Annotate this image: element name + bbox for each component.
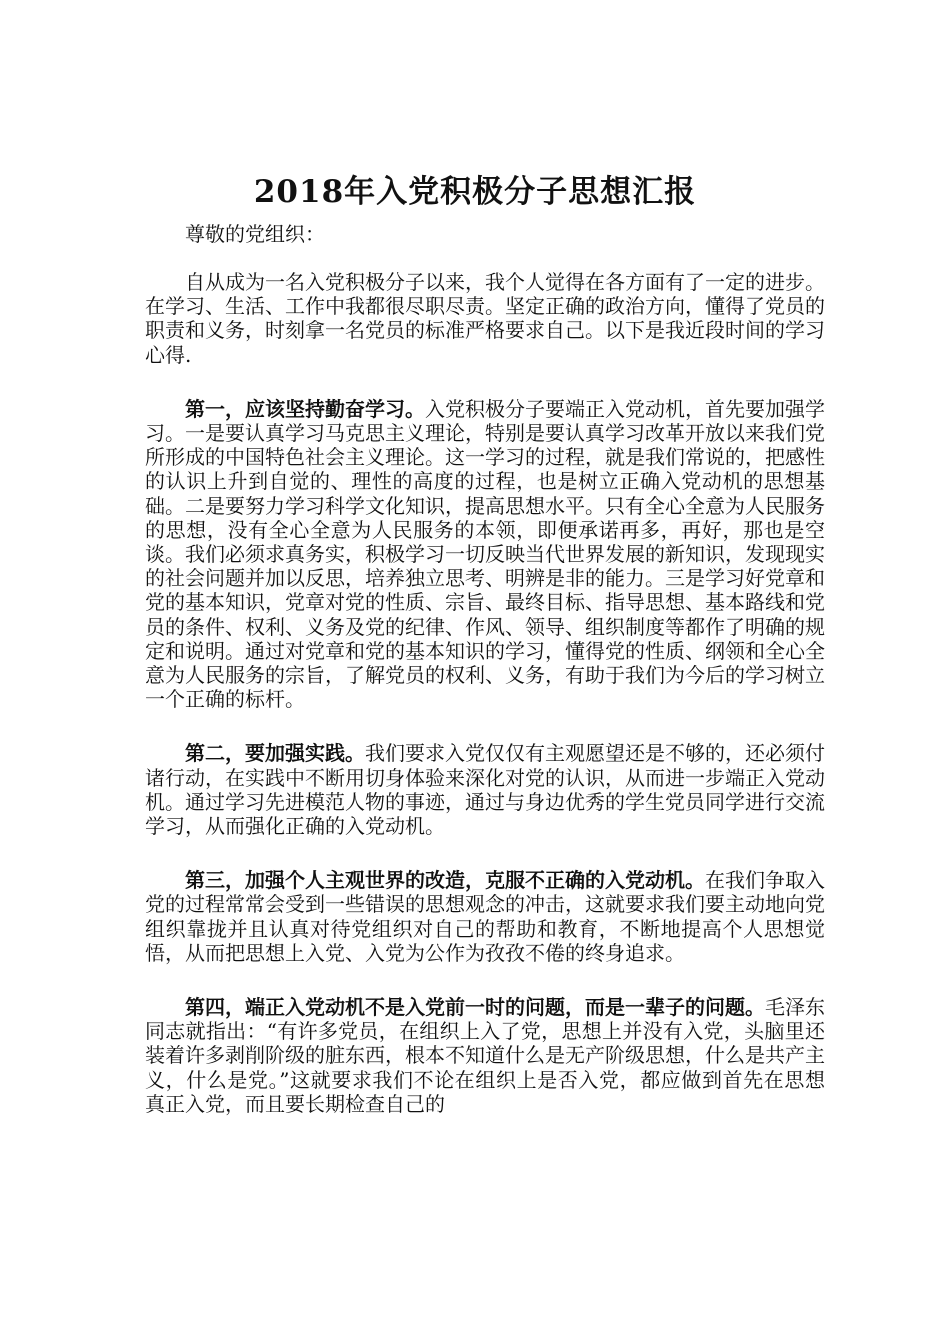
document-body: [145, 222, 825, 1116]
salutation: 尊敬的党组织：: [185, 222, 325, 246]
section-paragraph-2: [145, 741, 825, 838]
section-lead-4: 第四，端正入党动机不是入党前一时的问题，而是一辈子的问题。: [185, 995, 765, 1020]
section-text-3: 在我们争取入党的过程常常会受到一些错误的思想观念的冲击，这就要求我们要主动地向党组织靠拢并且认真对待党组织对自己的帮助和教育，不断地提高个人思想觉悟，从而把思想上入党、入党为公作为孜孜不倦的终身追求。: [145, 868, 825, 965]
paragraph-gap: [145, 711, 825, 741]
section-text-2: 我们要求入党仅仅有主观愿望还是不够的，还必须付诸行动，在实践中不断用切身体验来深化对党的认识，从而进一步端正入党动机。通过学习先进模范人物的事迹，通过与身边优秀的学生党员同学进行交流学习，从而强化正确的入党动机。: [145, 741, 825, 839]
section-text-4: 毛泽东同志就指出：“有许多党员，在组织上入了党，思想上并没有入党，头脑里还装着许多剥削阶级的脏东西，根本不知道什么是无产阶级思想，什么是共产主义，什么是党。”这就要求我们不论在组织上是否入党，都应做到首先在思想真正入党，而且要长期检查自己的: [145, 995, 825, 1116]
paragraph-gap: [145, 965, 825, 995]
section-lead-3: 第三，加强个人主观世界的改造，克服不正确的入党动机。: [185, 868, 705, 893]
section-lead-2: 第二，要加强实践。: [185, 741, 365, 766]
section-paragraph-3: [145, 868, 825, 965]
intro-paragraph: 自从成为一名入党积极分子以来，我个人觉得在各方面有了一定的进步。在学习、生活、工作中我都很尽职尽责。坚定正确的政治方向，懂得了党员的职责和义务，时刻拿一名党员的标准严格要求自己。以下是我近段时间的学习心得.: [145, 270, 825, 367]
paragraph-gap: [145, 838, 825, 868]
section-paragraph-1: [145, 397, 825, 712]
document-title: 2018年入党积极分子思想汇报: [253, 174, 697, 210]
section-paragraph-4: [145, 995, 825, 1116]
section-text-1: 入党积极分子要端正入党动机，首先要加强学习。一是要认真学习马克思主义理论，特别是要认真学习改革开放以来我们党所形成的中国特色社会主义理论。这一学习的过程，就是我们常说的，把感性的认识上升到自觉的、理性的高度的过程，也是树立正确入党动机的思想基础。二是要努力学习科学文化知识，提高思想水平。只有全心全意为人民服务的思想，没有全心全意为人民服务的本领，即便承诺再多，再好，那也是空谈。我们必须求真务实，积极学习一切反映当代世界发展的新知识，发现现实的社会问题并加以反思，培养独立思考、明辨是非的能力。三是学习好党章和党的基本知识，党章对党的性质、宗旨、最终目标、指导思想、基本路线和党员的条件、权利、义务及党的纪律、作风、领导、组织制度等都作了明确的规定和说明。通过对党章和党的基本知识的学习，懂得党的性质、纲领和全心全意为人民服务的宗旨，了解党员的权利、义务，有助于我们为今后的学习树立一个正确的标杆。: [145, 396, 825, 712]
paragraph-gap: [145, 367, 825, 397]
section-lead-1: 第一，应该坚持勤奋学习。: [185, 396, 425, 421]
